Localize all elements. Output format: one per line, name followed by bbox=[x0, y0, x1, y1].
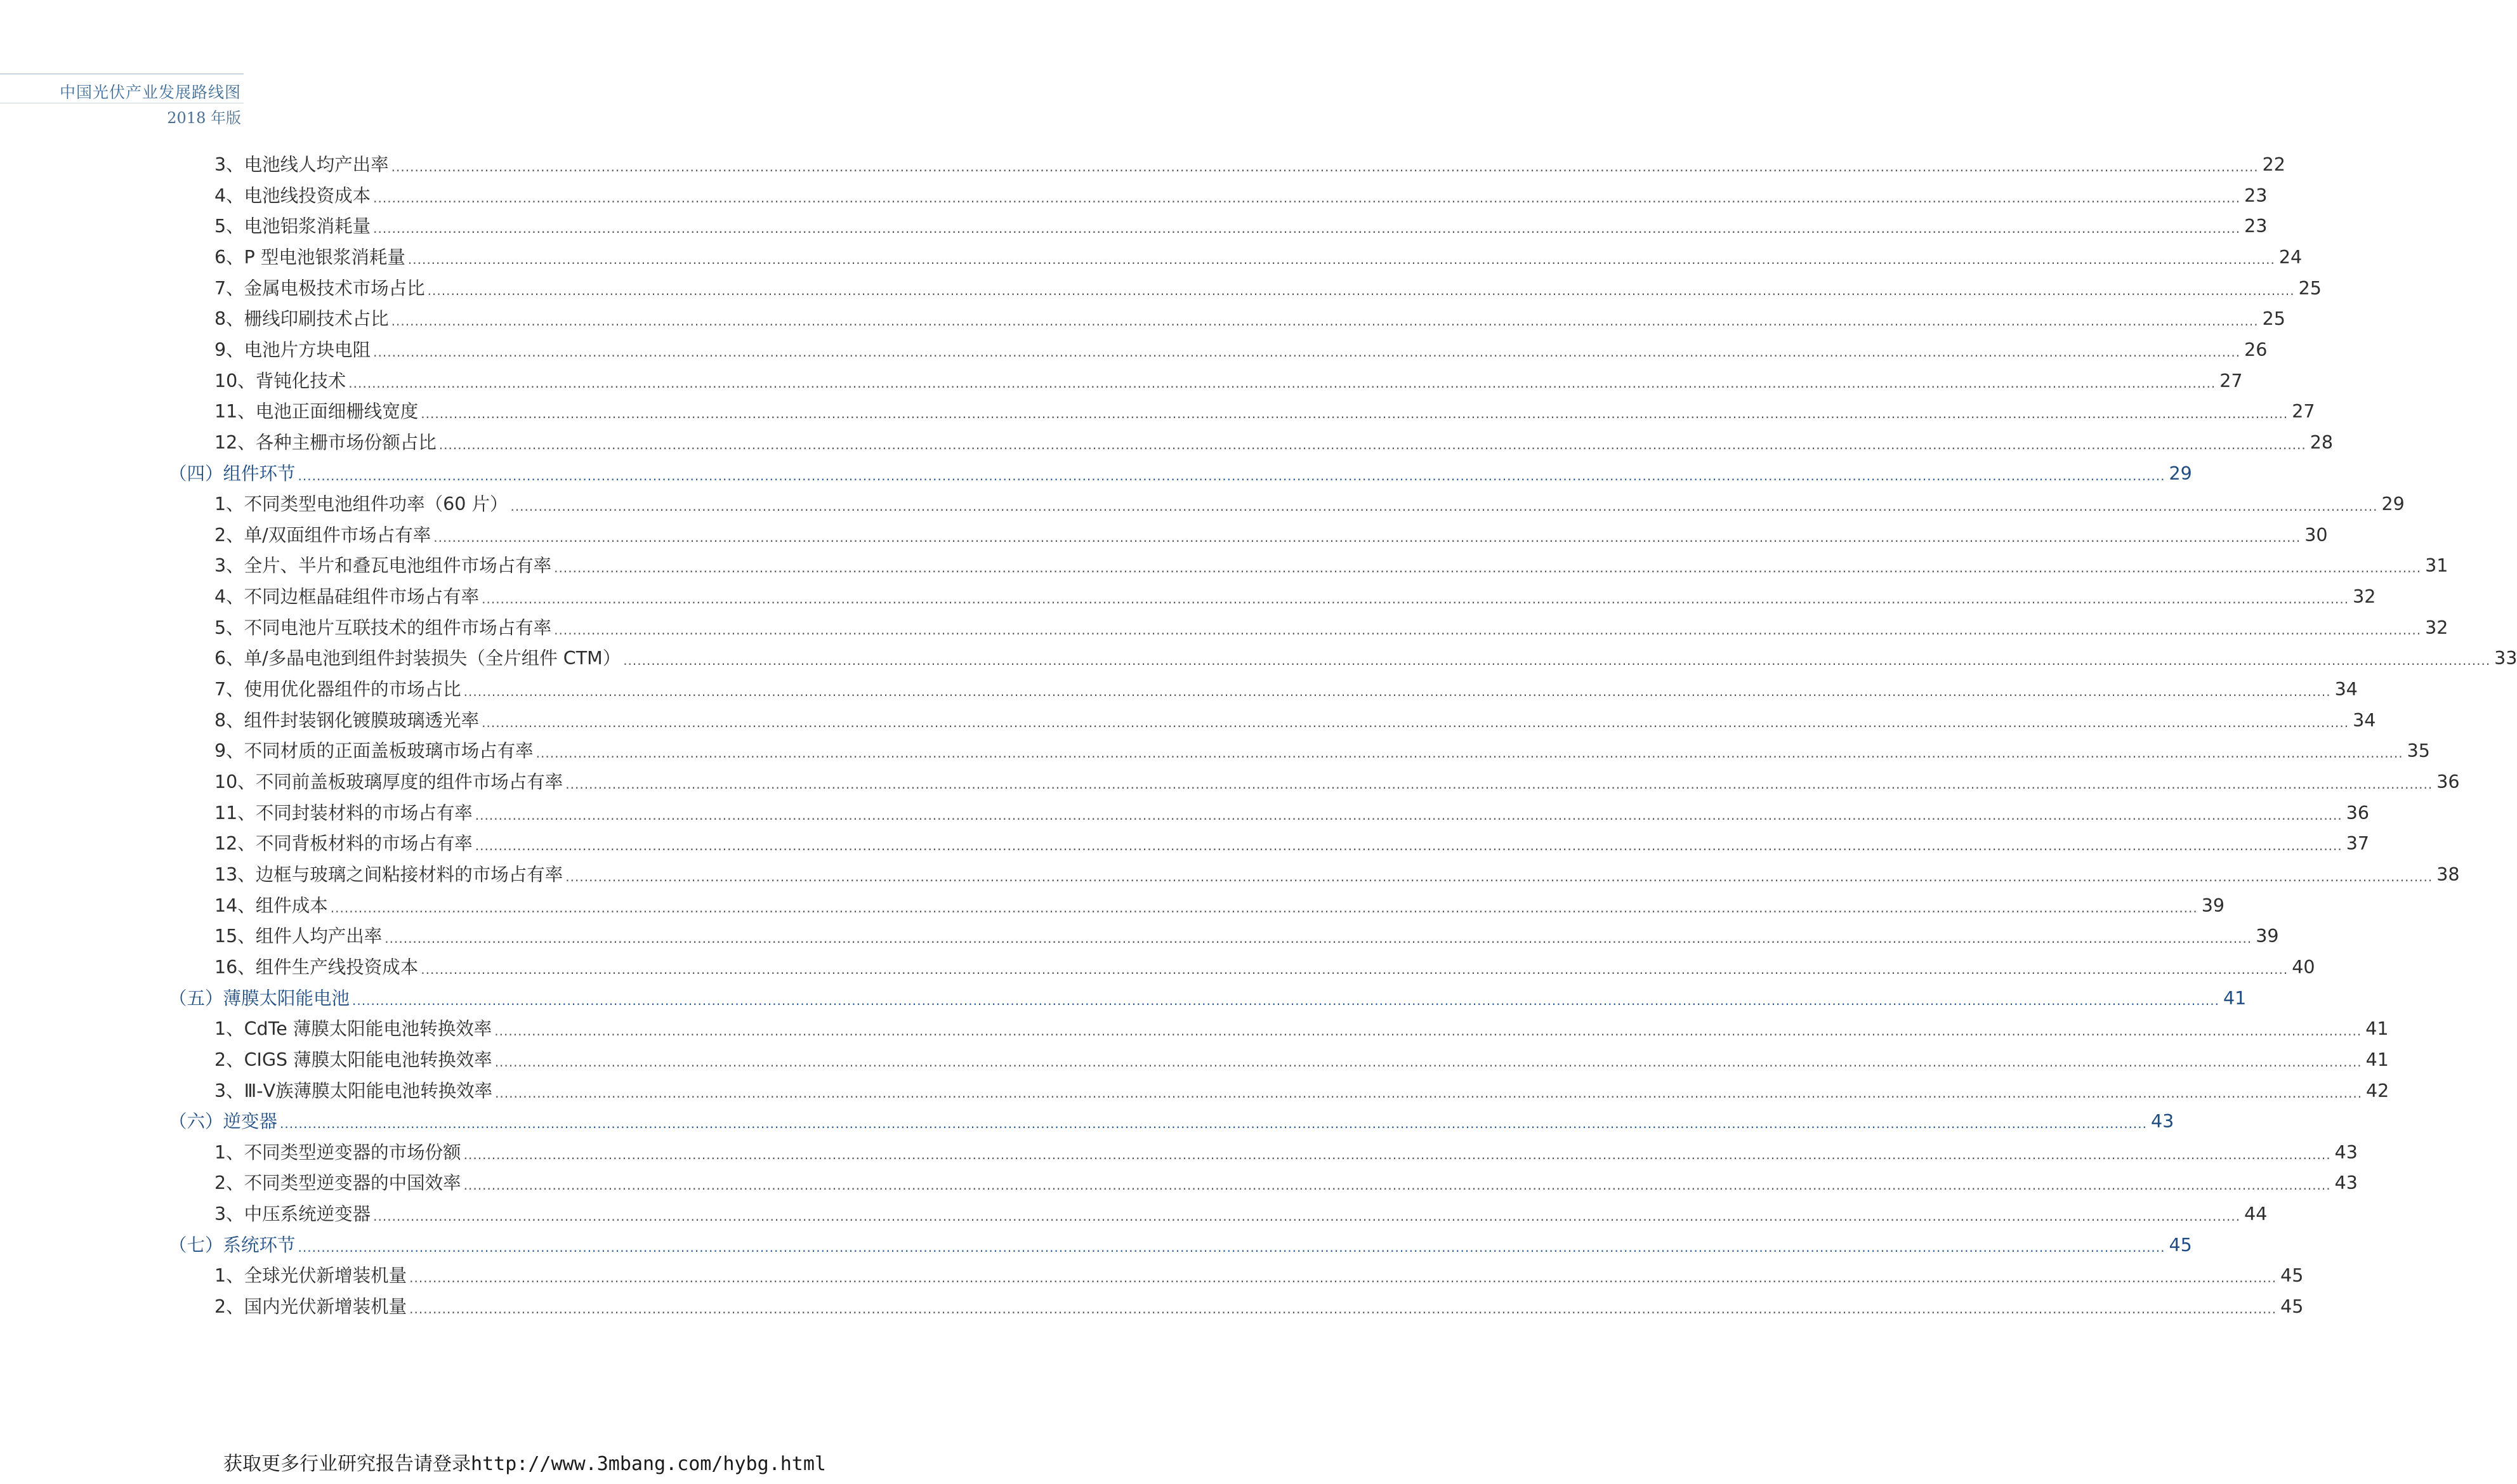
toc-entry[interactable] bbox=[214, 367, 2243, 395]
toc-page-number: 44 bbox=[2244, 1204, 2268, 1225]
toc-entry[interactable] bbox=[214, 1169, 2358, 1197]
toc-entry-number: 9、 bbox=[214, 339, 244, 360]
toc-entry-title: 金属电极技术市场占比 bbox=[244, 277, 425, 299]
toc-entry-number: 3、 bbox=[214, 555, 244, 577]
toc-entry-number: 15、 bbox=[214, 926, 256, 947]
toc-page-number: 45 bbox=[2169, 1234, 2192, 1256]
toc-page-number: 30 bbox=[2304, 524, 2328, 546]
toc-entry-number: 9、 bbox=[214, 740, 244, 762]
toc-page-number: 43 bbox=[2334, 1141, 2358, 1163]
toc-entry-number: 2、 bbox=[214, 524, 244, 546]
toc-dot-leader: ................................................................................................................................................................................................................................................................................................................................................................................................................ bbox=[373, 221, 2241, 237]
toc-dot-leader: ................................................................................................................................................................................................................................................................................................................................................................................................................ bbox=[623, 653, 2491, 669]
toc-page-number: 34 bbox=[2353, 709, 2376, 731]
toc-entry-title: 电池正面细栅线宽度 bbox=[255, 401, 419, 423]
toc-page-number: 32 bbox=[2425, 617, 2448, 638]
toc-page-number: 39 bbox=[2201, 895, 2225, 916]
toc-entry-number: 12、 bbox=[214, 833, 256, 855]
toc-dot-leader: ................................................................................................................................................................................................................................................................................................................................................................................................................ bbox=[475, 807, 2343, 823]
toc-page-number: 25 bbox=[2262, 308, 2285, 330]
toc-entry-title: 全片、半片和叠瓦电池组件市场占有率 bbox=[244, 555, 552, 577]
toc-entry-number: 8、 bbox=[214, 308, 244, 330]
toc-entry-title: 组件生产线投资成本 bbox=[255, 956, 419, 978]
toc-entry-title: 系统环节 bbox=[223, 1234, 296, 1256]
toc-entry[interactable] bbox=[214, 213, 2268, 240]
toc-page-number: 27 bbox=[2292, 401, 2315, 423]
toc-entry-title: 电池线投资成本 bbox=[244, 185, 371, 206]
toc-dot-leader: ................................................................................................................................................................................................................................................................................................................................................................................................................ bbox=[494, 1054, 2362, 1070]
toc-entry-number: 7、 bbox=[214, 679, 244, 700]
toc-entry[interactable] bbox=[214, 861, 2460, 889]
toc-dot-leader: ................................................................................................................................................................................................................................................................................................................................................................................................................ bbox=[330, 900, 2198, 916]
toc-entry[interactable] bbox=[214, 429, 2334, 457]
toc-entry[interactable] bbox=[214, 737, 2430, 765]
toc-page-number: 29 bbox=[2381, 494, 2405, 515]
toc-entry-title: 边框与玻璃之间粘接材料的市场占有率 bbox=[255, 863, 563, 885]
toc-entry[interactable] bbox=[214, 583, 2376, 611]
toc-entry-title: P 型电池银浆消耗量 bbox=[244, 246, 405, 268]
toc-entry[interactable] bbox=[214, 1262, 2304, 1290]
toc-page-number: 38 bbox=[2436, 863, 2460, 885]
toc-entry-number: （五） bbox=[169, 987, 223, 1009]
header-subtitle: 2018 年版 bbox=[167, 109, 241, 127]
toc-entry-number: 11、 bbox=[214, 401, 256, 423]
toc-entry-number: 5、 bbox=[214, 216, 244, 237]
toc-entry-number: 1、 bbox=[214, 1265, 244, 1287]
toc-entry-number: 3、 bbox=[214, 154, 244, 175]
toc-page-number: 45 bbox=[2280, 1296, 2304, 1318]
toc-page-number: 24 bbox=[2278, 246, 2303, 268]
toc-entry-number: 2、 bbox=[214, 1049, 244, 1070]
toc-page-number: 36 bbox=[2346, 802, 2370, 824]
toc-dot-leader: ................................................................................................................................................................................................................................................................................................................................................................................................................ bbox=[482, 714, 2349, 730]
toc-entry-title: 组件封装钢化镀膜玻璃透光率 bbox=[244, 709, 480, 731]
toc-entry-title: 组件成本 bbox=[255, 895, 328, 916]
toc-section[interactable] bbox=[169, 1231, 2192, 1259]
toc-dot-leader: ................................................................................................................................................................................................................................................................................................................................................................................................................ bbox=[475, 838, 2343, 854]
toc-entry-title: 电池线人均产出率 bbox=[244, 154, 389, 175]
toc-page-number: 43 bbox=[2334, 1172, 2358, 1194]
toc-entry-number: 11、 bbox=[214, 802, 256, 824]
toc-dot-leader: ................................................................................................................................................................................................................................................................................................................................................................................................................ bbox=[384, 931, 2252, 947]
toc-entry-title: 国内光伏新增装机量 bbox=[244, 1296, 407, 1318]
toc-dot-leader: ................................................................................................................................................................................................................................................................................................................................................................................................................ bbox=[298, 1239, 2165, 1255]
toc-entry[interactable] bbox=[214, 1200, 2268, 1228]
toc-entry-title: 单/多晶电池到组件封装损失（全片组件 CTM） bbox=[244, 648, 621, 669]
toc-page-number: 39 bbox=[2256, 926, 2279, 947]
toc-dot-leader: ................................................................................................................................................................................................................................................................................................................................................................................................................ bbox=[352, 992, 2219, 1008]
toc-dot-leader: ................................................................................................................................................................................................................................................................................................................................................................................................................ bbox=[482, 591, 2349, 607]
toc-entry[interactable] bbox=[214, 892, 2225, 920]
toc-entry[interactable] bbox=[214, 1293, 2304, 1321]
toc-page-number: 28 bbox=[2310, 431, 2334, 453]
toc-entry-title: 电池铝浆消耗量 bbox=[244, 216, 371, 237]
toc-entry[interactable] bbox=[214, 182, 2268, 210]
toc-page-number: 27 bbox=[2219, 370, 2243, 391]
toc-dot-leader: ................................................................................................................................................................................................................................................................................................................................................................................................................ bbox=[463, 1178, 2331, 1193]
toc-entry-number: 12、 bbox=[214, 431, 256, 453]
toc-dot-leader: ................................................................................................................................................................................................................................................................................................................................................................................................................ bbox=[536, 745, 2403, 761]
toc-entry[interactable] bbox=[214, 305, 2285, 333]
toc-entry[interactable] bbox=[214, 707, 2376, 735]
toc-entry-number: 4、 bbox=[214, 185, 244, 206]
toc-entry-number: 3、 bbox=[214, 1204, 244, 1225]
toc-entry-number: 2、 bbox=[214, 1172, 244, 1194]
toc-entry-number: 16、 bbox=[214, 956, 256, 978]
toc-page-number: 29 bbox=[2169, 463, 2192, 484]
toc-entry-number: 2、 bbox=[214, 1296, 244, 1318]
toc-dot-leader: ................................................................................................................................................................................................................................................................................................................................................................................................................ bbox=[494, 1023, 2362, 1039]
toc-dot-leader: ................................................................................................................................................................................................................................................................................................................................................................................................................ bbox=[280, 1116, 2147, 1132]
toc-page-number: 41 bbox=[2365, 1049, 2389, 1070]
toc-dot-leader: ................................................................................................................................................................................................................................................................................................................................................................................................................ bbox=[421, 406, 2289, 422]
toc-entry-title: 全球光伏新增装机量 bbox=[244, 1265, 407, 1287]
toc-dot-leader: ................................................................................................................................................................................................................................................................................................................................................................................................................ bbox=[565, 869, 2433, 884]
toc-entry[interactable] bbox=[214, 1015, 2389, 1043]
toc-entry-title: 单/双面组件市场占有率 bbox=[244, 524, 431, 546]
toc-dot-leader: ................................................................................................................................................................................................................................................................................................................................................................................................................ bbox=[554, 622, 2422, 638]
toc-entry-title: 不同电池片互联技术的组件市场占有率 bbox=[244, 617, 552, 638]
toc-entry[interactable] bbox=[214, 398, 2315, 426]
toc-page-number: 42 bbox=[2366, 1080, 2389, 1101]
page-header bbox=[0, 0, 247, 127]
toc-entry-title: 电池片方块电阻 bbox=[244, 339, 371, 360]
toc-entry-title: 组件环节 bbox=[223, 463, 296, 484]
toc-entry-number: 1、 bbox=[214, 1018, 244, 1040]
toc-dot-leader: ................................................................................................................................................................................................................................................................................................................................................................................................................ bbox=[407, 251, 2275, 267]
toc-entry-title: 薄膜太阳能电池 bbox=[223, 987, 350, 1009]
toc-entry-number: 13、 bbox=[214, 863, 256, 885]
toc-entry-number: 14、 bbox=[214, 895, 256, 916]
toc-dot-leader: ................................................................................................................................................................................................................................................................................................................................................................................................................ bbox=[409, 1301, 2277, 1317]
toc-page-number: 23 bbox=[2244, 216, 2268, 237]
toc-page-number: 22 bbox=[2262, 154, 2285, 175]
toc-dot-leader: ................................................................................................................................................................................................................................................................................................................................................................................................................ bbox=[373, 1209, 2241, 1225]
toc-page-number: 41 bbox=[2223, 987, 2247, 1009]
toc-entry[interactable] bbox=[214, 954, 2315, 982]
toc-entry-title: 不同类型逆变器的市场份额 bbox=[244, 1141, 461, 1163]
toc-entry[interactable] bbox=[214, 768, 2460, 796]
toc-page-number: 25 bbox=[2298, 277, 2322, 299]
toc-dot-leader: ................................................................................................................................................................................................................................................................................................................................................................................................................ bbox=[427, 282, 2295, 298]
toc-entry-title: 不同边框晶硅组件市场占有率 bbox=[244, 586, 480, 608]
toc-entry[interactable] bbox=[214, 614, 2448, 642]
toc-page-number: 23 bbox=[2244, 185, 2268, 206]
toc-dot-leader: ................................................................................................................................................................................................................................................................................................................................................................................................................ bbox=[510, 499, 2378, 515]
toc-page-number: 37 bbox=[2346, 833, 2370, 855]
toc-entry[interactable] bbox=[214, 151, 2285, 179]
toc-page-number: 31 bbox=[2425, 555, 2448, 577]
toc-entry[interactable] bbox=[214, 799, 2370, 827]
toc-entry-title: 不同背板材料的市场占有率 bbox=[255, 833, 473, 855]
toc-entry-number: 7、 bbox=[214, 277, 244, 299]
toc-entry-number: 5、 bbox=[214, 617, 244, 638]
toc-entry-number: 6、 bbox=[214, 246, 244, 268]
toc-page-number: 32 bbox=[2353, 586, 2376, 608]
toc-entry-title: Ⅲ-Ⅴ族薄膜太阳能电池转换效率 bbox=[244, 1080, 493, 1101]
footer-text: 获取更多行业研究报告请登录 bbox=[223, 1453, 471, 1475]
toc-dot-leader: ................................................................................................................................................................................................................................................................................................................................................................................................................ bbox=[298, 468, 2165, 483]
toc-entry-title: 使用优化器组件的市场占比 bbox=[244, 679, 461, 700]
header-title: 中国光伏产业发展路线图 bbox=[59, 83, 241, 102]
toc-dot-leader: ................................................................................................................................................................................................................................................................................................................................................................................................................ bbox=[433, 529, 2301, 545]
toc-entry-number: （四） bbox=[169, 463, 223, 484]
toc-dot-leader: ................................................................................................................................................................................................................................................................................................................................................................................................................ bbox=[438, 437, 2306, 452]
toc-page-number: 45 bbox=[2280, 1265, 2304, 1287]
toc-entry-number: （七） bbox=[169, 1234, 223, 1256]
toc-page-number: 43 bbox=[2151, 1111, 2174, 1133]
toc-entry-title: 不同类型电池组件功率（60 片） bbox=[244, 494, 508, 515]
toc-entry[interactable] bbox=[214, 490, 2405, 518]
toc-entry[interactable] bbox=[214, 552, 2448, 580]
toc-entry-title: 不同类型逆变器的中国效率 bbox=[244, 1172, 461, 1194]
toc-page-number: 34 bbox=[2334, 679, 2358, 700]
toc-entry-number: 4、 bbox=[214, 586, 244, 608]
toc-entry-title: CdTe 薄膜太阳能电池转换效率 bbox=[244, 1018, 492, 1040]
toc-entry-number: 6、 bbox=[214, 648, 244, 669]
toc-entry-title: 栅线印刷技术占比 bbox=[244, 308, 389, 330]
toc-entry-number: 1、 bbox=[214, 1141, 244, 1163]
toc-page-number: 41 bbox=[2365, 1018, 2389, 1040]
toc-entry-number: 10、 bbox=[214, 772, 256, 792]
toc-dot-leader: ................................................................................................................................................................................................................................................................................................................................................................................................................ bbox=[348, 375, 2216, 391]
toc-entry[interactable] bbox=[214, 923, 2279, 950]
toc-section[interactable] bbox=[169, 1108, 2174, 1136]
toc-dot-leader: ................................................................................................................................................................................................................................................................................................................................................................................................................ bbox=[565, 777, 2433, 792]
toc-entry-title: CIGS 薄膜太阳能电池转换效率 bbox=[244, 1049, 492, 1070]
toc-dot-leader: ................................................................................................................................................................................................................................................................................................................................................................................................................ bbox=[554, 560, 2422, 576]
toc-dot-leader: ................................................................................................................................................................................................................................................................................................................................................................................................................ bbox=[373, 344, 2241, 360]
toc-entry-title: 背钝化技术 bbox=[255, 370, 346, 391]
toc-entry-number: 10、 bbox=[214, 370, 256, 391]
toc-entry[interactable] bbox=[214, 1077, 2389, 1105]
toc-section[interactable] bbox=[169, 985, 2247, 1013]
toc-dot-leader: ................................................................................................................................................................................................................................................................................................................................................................................................................ bbox=[391, 159, 2259, 174]
toc-page-number: 26 bbox=[2244, 339, 2268, 360]
toc-entry-number: （六） bbox=[169, 1111, 223, 1133]
toc-entry[interactable] bbox=[214, 645, 2517, 673]
toc-entry-title: 不同前盖板玻璃厚度的组件市场占有率 bbox=[255, 772, 563, 792]
toc-entry-title: 各种主栅市场份额占比 bbox=[255, 431, 437, 453]
toc-entry[interactable] bbox=[214, 336, 2268, 364]
toc-entry-number: 3、 bbox=[214, 1080, 244, 1101]
toc-dot-leader: ................................................................................................................................................................................................................................................................................................................................................................................................................ bbox=[421, 961, 2289, 977]
footer-link[interactable]: http://www.3mbang.com/hybg.html bbox=[471, 1453, 826, 1475]
toc-dot-leader: ................................................................................................................................................................................................................................................................................................................................................................................................................ bbox=[495, 1085, 2363, 1101]
toc-entry[interactable] bbox=[214, 1139, 2358, 1167]
toc-dot-leader: ................................................................................................................................................................................................................................................................................................................................................................................................................ bbox=[463, 1146, 2331, 1162]
toc-entry[interactable] bbox=[214, 1046, 2389, 1074]
toc-entry[interactable] bbox=[214, 275, 2322, 303]
toc-entry-title: 逆变器 bbox=[223, 1111, 278, 1133]
toc-entry-number: 1、 bbox=[214, 494, 244, 515]
toc-entry[interactable] bbox=[214, 244, 2303, 272]
toc-entry-title: 组件人均产出率 bbox=[255, 926, 383, 947]
toc-entry-title: 不同封装材料的市场占有率 bbox=[255, 802, 473, 824]
toc-entry[interactable] bbox=[214, 522, 2328, 549]
toc-dot-leader: ................................................................................................................................................................................................................................................................................................................................................................................................................ bbox=[373, 190, 2241, 206]
toc-page-number: 36 bbox=[2436, 772, 2460, 792]
toc-dot-leader: ................................................................................................................................................................................................................................................................................................................................................................................................................ bbox=[391, 313, 2259, 329]
toc-page-number: 33 bbox=[2494, 648, 2517, 669]
toc-entry-title: 不同材质的正面盖板玻璃市场占有率 bbox=[244, 740, 534, 762]
toc-dot-leader: ................................................................................................................................................................................................................................................................................................................................................................................................................ bbox=[409, 1270, 2277, 1286]
toc-page-number: 35 bbox=[2407, 740, 2430, 762]
toc-page-number: 40 bbox=[2292, 956, 2315, 978]
toc-section[interactable] bbox=[169, 460, 2192, 488]
toc-entry[interactable] bbox=[214, 830, 2370, 858]
toc-dot-leader: ................................................................................................................................................................................................................................................................................................................................................................................................................ bbox=[463, 684, 2331, 700]
toc-entry-number: 8、 bbox=[214, 709, 244, 731]
toc-entry-title: 中压系统逆变器 bbox=[244, 1204, 371, 1225]
footer-banner bbox=[0, 1448, 1049, 1476]
toc-entry[interactable] bbox=[214, 676, 2358, 704]
